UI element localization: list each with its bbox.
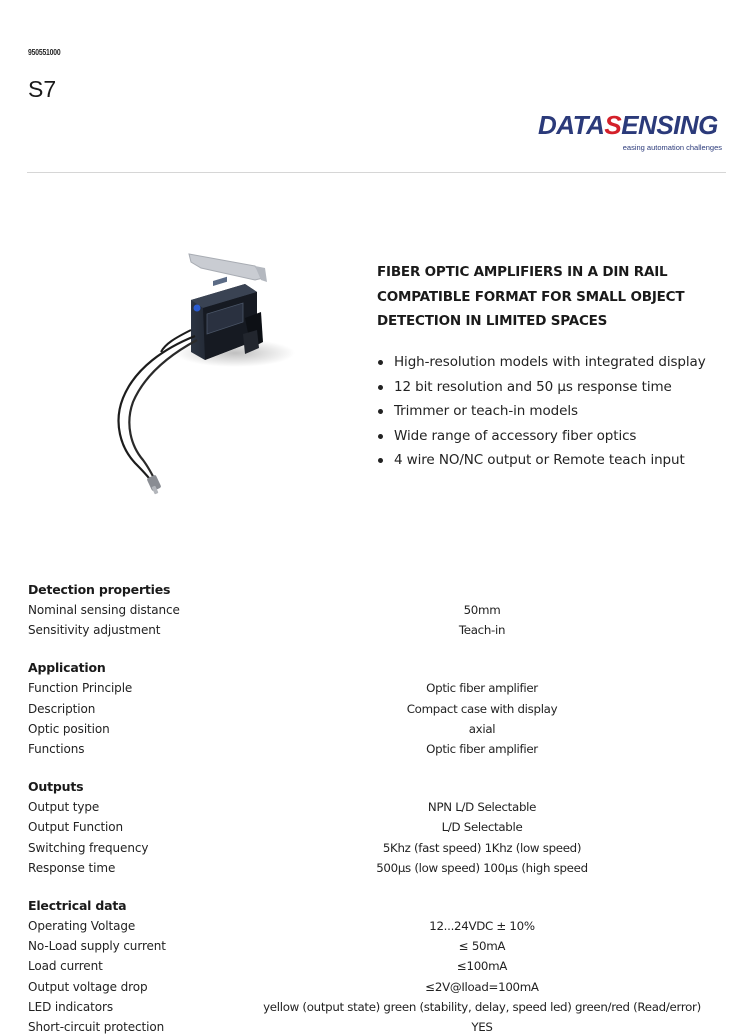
- spec-label: Response time: [28, 860, 116, 875]
- spec-value: 12...24VDC ± 10%: [429, 919, 535, 934]
- spec-value: Compact case with display: [406, 701, 558, 716]
- spec-value: NPN L/D Selectable: [427, 800, 537, 815]
- header-divider: [27, 172, 726, 173]
- feature-item: Trimmer or teach-in models: [377, 399, 706, 424]
- spec-row: [28, 936, 736, 956]
- spec-value: ≤100mA: [456, 959, 508, 974]
- product-headline: FIBER OPTIC AMPLIFIERS IN A DIN RAIL COMPATIBLE FORMAT FOR SMALL OBJECT DETECTION IN LIMITED SPACES: [377, 264, 685, 329]
- spec-label: Output Function: [28, 820, 124, 835]
- spec-label: Switching frequency: [28, 840, 149, 855]
- product-image: [105, 248, 315, 498]
- spec-label: Nominal sensing distance: [28, 603, 180, 617]
- spec-row: [28, 1017, 736, 1036]
- spec-section-outputs: [28, 777, 736, 878]
- spec-row: [28, 956, 736, 976]
- spec-row: [28, 699, 736, 719]
- spec-row: [28, 916, 736, 936]
- spec-row: [28, 678, 736, 698]
- spec-row: [28, 719, 736, 739]
- spec-label: Optic position: [28, 721, 110, 736]
- logo-tagline: easing automation challenges: [622, 143, 722, 152]
- spec-label: Function Principle: [28, 681, 133, 696]
- spec-row: [28, 797, 736, 817]
- spec-label: LED indicators: [28, 999, 113, 1014]
- spec-section-application: [28, 658, 736, 759]
- spec-row: [28, 600, 736, 620]
- spec-label: No-Load supply current: [28, 939, 166, 954]
- product-title: S7: [28, 76, 57, 102]
- spec-label: Output voltage drop: [28, 979, 148, 994]
- spec-value: yellow (output state) green (stability, delay, speed led) green/red (Read/error): [263, 999, 701, 1014]
- feature-list: [377, 350, 706, 473]
- section-heading: Application: [28, 660, 106, 676]
- spec-label: Description: [28, 701, 96, 716]
- spec-value: L/D Selectable: [441, 820, 523, 835]
- spec-row: [28, 997, 736, 1017]
- spec-label: Load current: [28, 959, 103, 974]
- spec-row: [28, 858, 736, 878]
- section-heading: Electrical data: [28, 898, 127, 914]
- section-heading: Detection properties: [28, 582, 171, 597]
- spec-value: ≤ 50mA: [458, 939, 506, 954]
- spec-value: YES: [471, 1020, 493, 1035]
- spec-value: Optic fiber amplifier: [426, 742, 538, 757]
- spec-value: 500µs (low speed) 100µs (high speed: [376, 860, 588, 875]
- spec-row: [28, 838, 736, 858]
- spec-value: 5Khz (fast speed) 1Khz (low speed): [382, 840, 582, 855]
- datasensing-logo: [538, 110, 726, 156]
- logo-s: S: [604, 110, 622, 140]
- logo-wordmark: [538, 110, 718, 141]
- spec-row: [28, 620, 736, 640]
- spec-section-detection: [28, 580, 736, 640]
- spec-table: [28, 580, 736, 1036]
- spec-row: [28, 739, 736, 759]
- feature-item: 12 bit resolution and 50 µs response time: [377, 375, 706, 400]
- spec-label: Functions: [28, 742, 85, 757]
- feature-item: High-resolution models with integrated display: [377, 350, 706, 375]
- spec-value: 50mm: [463, 603, 501, 617]
- spec-value: ≤2V@Iload=100mA: [425, 979, 539, 994]
- product-code: 950551000: [28, 48, 61, 57]
- spec-row: [28, 817, 736, 837]
- spec-row: [28, 977, 736, 997]
- spec-label: Output type: [28, 800, 100, 815]
- spec-value: Optic fiber amplifier: [426, 681, 538, 696]
- logo-prefix: DATA: [538, 110, 605, 140]
- spec-value: axial: [468, 721, 496, 736]
- feature-item: Wide range of accessory fiber optics: [377, 424, 706, 449]
- logo-suffix: ENSING: [621, 110, 718, 140]
- spec-label: Short-circuit protection: [28, 1020, 165, 1035]
- section-heading: Outputs: [28, 779, 84, 795]
- feature-item: 4 wire NO/NC output or Remote teach input: [377, 448, 706, 473]
- spec-label: Operating Voltage: [28, 919, 136, 934]
- spec-section-electrical: [28, 896, 736, 1036]
- spec-label: Sensitivity adjustment: [28, 623, 161, 638]
- spec-value: Teach-in: [458, 623, 506, 638]
